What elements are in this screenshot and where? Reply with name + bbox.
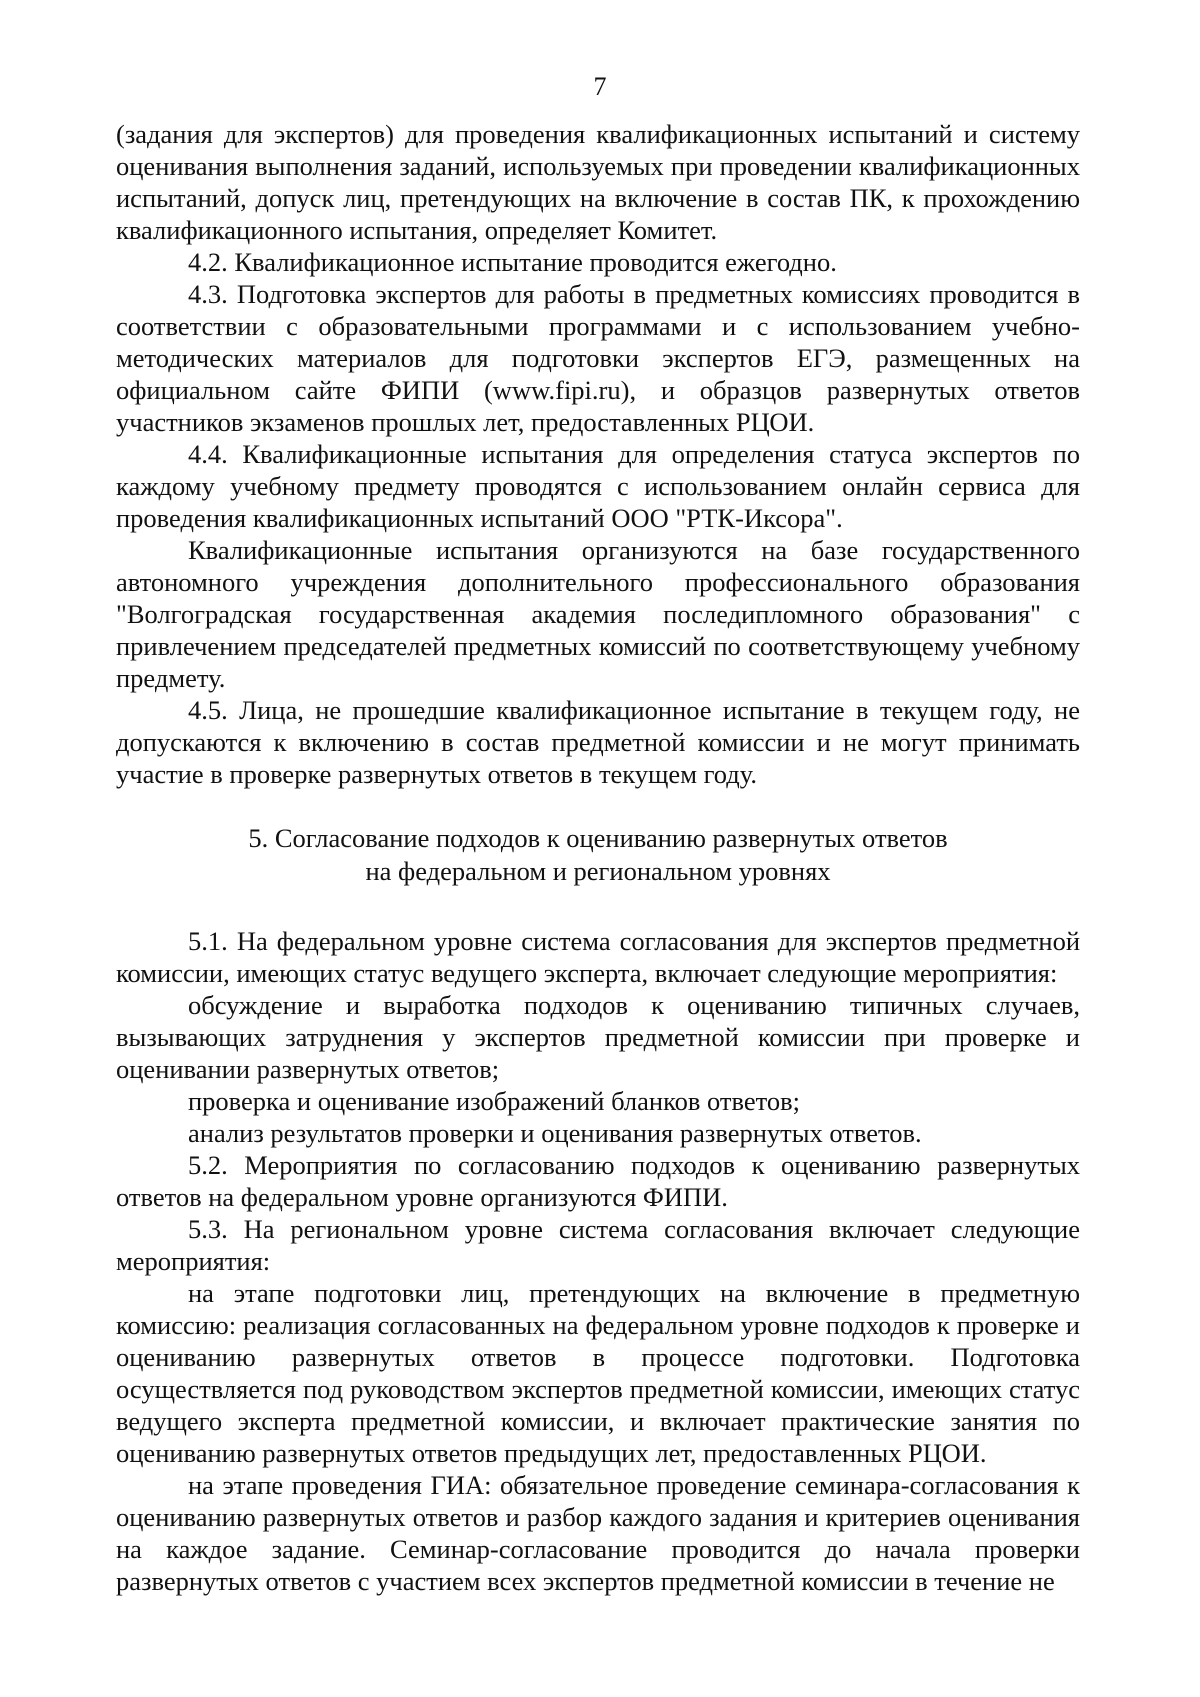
paragraph-continuation: (задания для экспертов) для проведения квалификационных испытаний и систему оценивания выполнения заданий, используемых при проведении квалификационных испытаний, допуск лиц, претендующих на включение в состав ПК, к прохождению квалификационного испытания, определяет Комитет. [116,119,1080,245]
page-number: 7 [593,72,607,101]
paragraph-5-3: 5.3. На региональном уровне система согласования включает следующие мероприятия: [116,1214,1080,1276]
section-heading-line-1: 5. Согласование подходов к оцениванию развернутых ответов [248,823,948,853]
list-item-gia-stage: на этапе проведения ГИА: обязательное проведение семинара-согласования к оцениванию развернутых ответов и разбор каждого задания и критериев оценивания на каждое задание. Семинар-согласование проводится до начала проверки развернутых ответов с участием всех экспертов предметной комиссии в течение не [116,1470,1080,1596]
paragraph-4-4: 4.4. Квалификационные испытания для определения статуса экспертов по каждому учебному предмету проводятся с использованием онлайн сервиса для проведения квалификационных испытаний ООО "РТК-Иксора". [116,439,1080,533]
list-item-checking: проверка и оценивание изображений бланков ответов; [188,1086,800,1116]
paragraph-4-2: 4.2. Квалификационное испытание проводится ежегодно. [188,247,837,277]
paragraph-4-3: 4.3. Подготовка экспертов для работы в предметных комиссиях проводится в соответствии с образовательными программами и с использованием учебно-методических материалов для подготовки экспертов ЕГЭ, размещенных на официальном сайте ФИПИ (www.fipi.ru), и образцов развернутых ответов участников экзаменов прошлых лет, предоставленных РЦОИ. [116,279,1080,437]
paragraph-4-5: 4.5. Лица, не прошедшие квалификационное испытание в текущем году, не допускаются к включению в состав предметной комиссии и не могут принимать участие в проверке развернутых ответов в текущем году. [116,695,1080,789]
paragraph-5-1: 5.1. На федеральном уровне система согласования для экспертов предметной комиссии, имеющих статус ведущего эксперта, включает следующие мероприятия: [116,926,1080,988]
list-item-preparation-stage: на этапе подготовки лиц, претендующих на включение в предметную комиссию: реализация согласованных на федеральном уровне подходов к проверке и оцениванию развернутых ответов в процессе подготовки. Подготовка осуществляется под руководством экспертов предметной комиссии, имеющих статус ведущего эксперта предметной комиссии, и включает практические занятия по оцениванию развернутых ответов предыдущих лет, предоставленных РЦОИ. [116,1278,1080,1468]
paragraph-4-4-organization: Квалификационные испытания организуются на базе государственного автономного учреждения дополнительного профессионального образования "Волгоградская государственная академия последипломного образования" с привлечением председателей предметных комиссий по соответствующему учебному предмету. [116,535,1080,693]
document-body [116,118,1080,1597]
section-5-heading [116,822,1080,888]
paragraph-5-2: 5.2. Мероприятия по согласованию подходов к оцениванию развернутых ответов на федеральном уровне организуются ФИПИ. [116,1150,1080,1212]
section-heading-line-2: на федеральном и региональном уровнях [365,856,831,886]
list-item-analysis: анализ результатов проверки и оценивания развернутых ответов. [188,1118,922,1148]
list-item-discussion: обсуждение и выработка подходов к оцениванию типичных случаев, вызывающих затруднения у экспертов предметной комиссии при проверке и оценивании развернутых ответов; [116,990,1080,1084]
